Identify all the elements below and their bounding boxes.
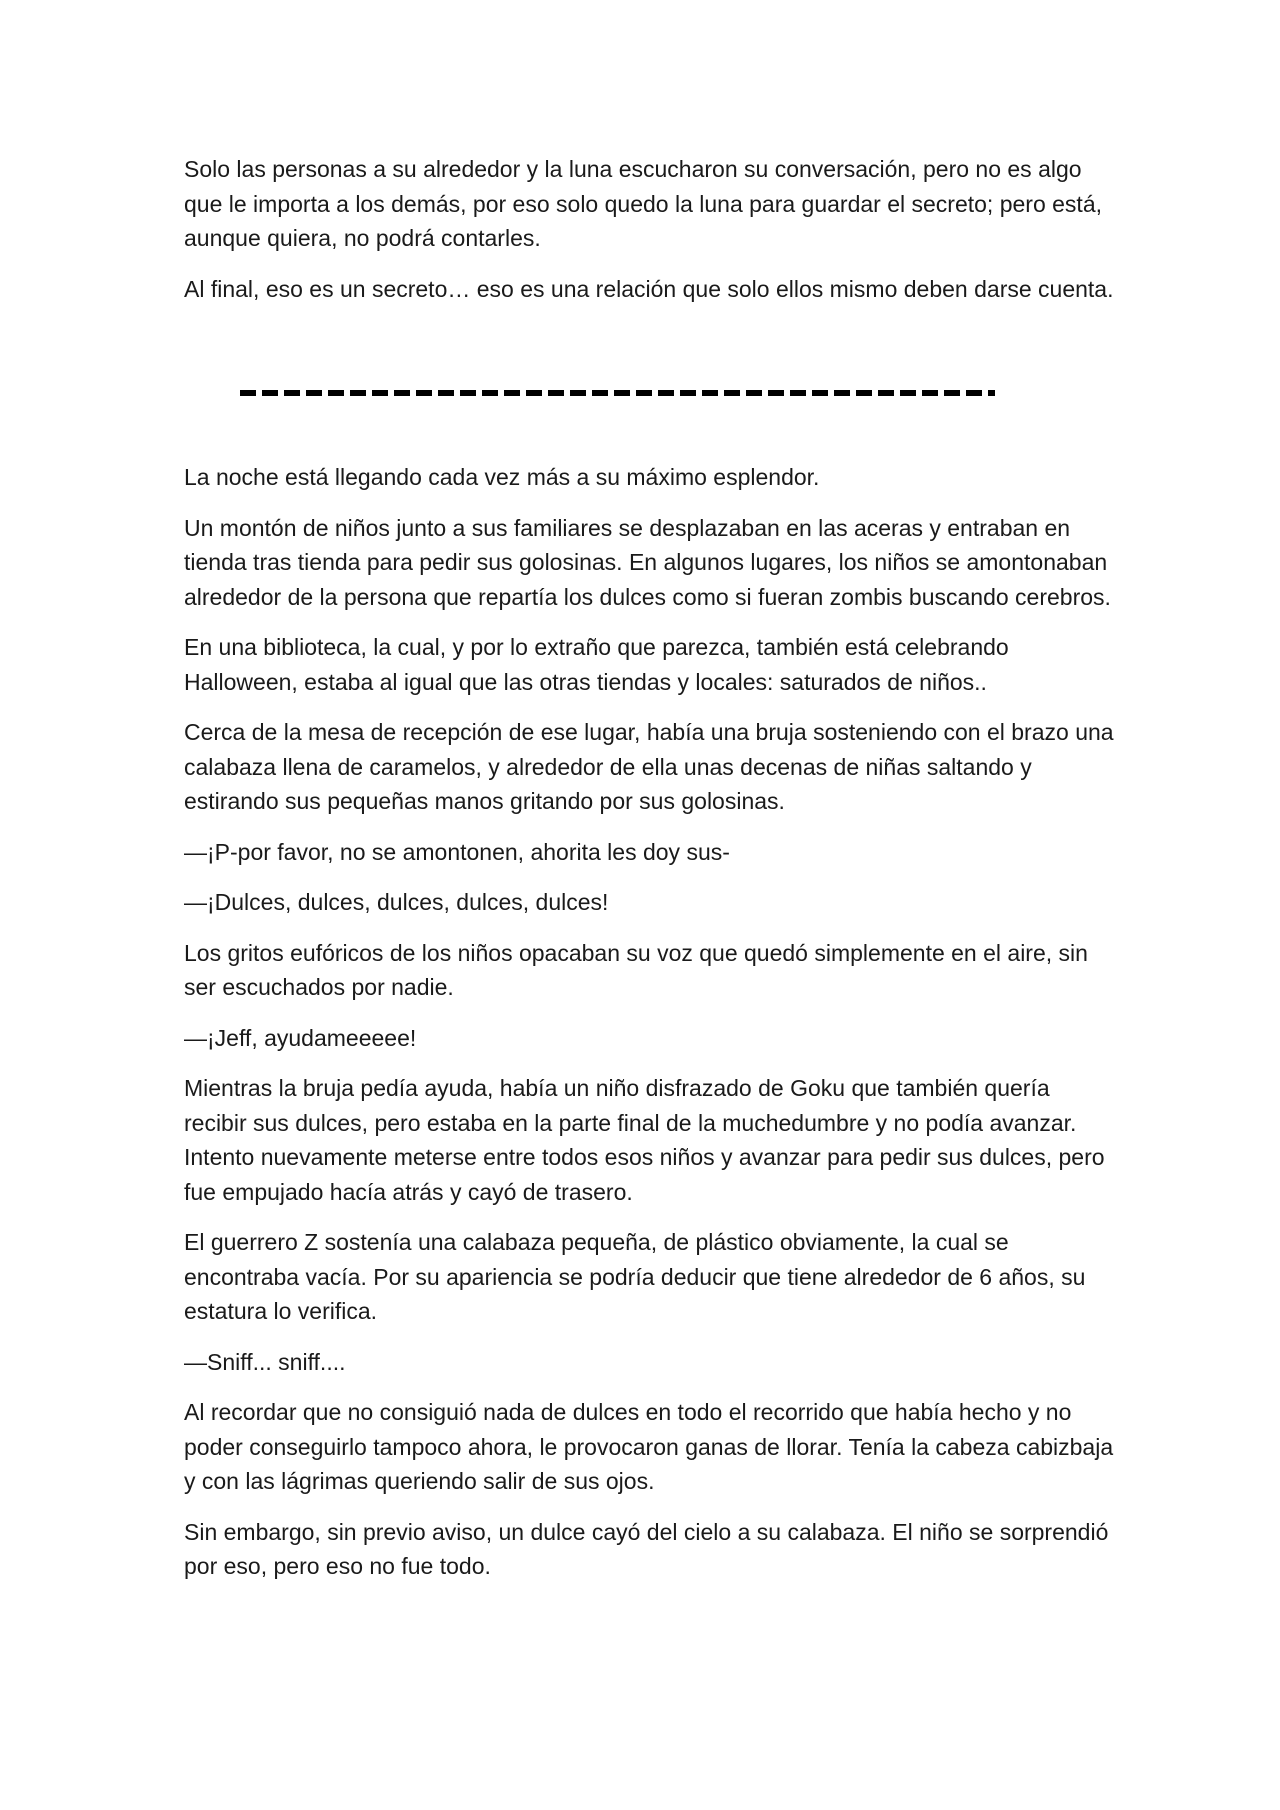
paragraph: El guerrero Z sostenía una calabaza pequeña, de plástico obviamente, la cual se encontraba vacía. Por su apariencia se podría deducir que tiene alrededor de 6 años, su estatura lo verifica. — [184, 1229, 1086, 1324]
spacer — [184, 390, 1114, 460]
paragraph: Solo las personas a su alrededor y la luna escucharon su conversación, pero no es algo que le importa a los demás, por eso solo quedo la luna para guardar el secreto; pero está, aunque quiera, no podrá contarles. — [184, 156, 1103, 251]
spacer — [184, 322, 1114, 390]
document-page — [184, 152, 1114, 1600]
paragraph: Sin embargo, sin previo aviso, un dulce cayó del cielo a su calabaza. El niño se sorprendió por eso, pero eso no fue todo. — [184, 1518, 1109, 1579]
paragraph: Los gritos eufóricos de los niños opacaban su voz que quedó simplemente en el aire, sin ser escuchados por nadie. — [184, 939, 1088, 1000]
paragraph: En una biblioteca, la cual, y por lo extraño que parezca, también está celebrando Halloween, estaba al igual que las otras tiendas y locales: saturados de niños.. — [184, 634, 1009, 695]
dashed-divider — [240, 390, 995, 396]
paragraph: La noche está llegando cada vez más a su máximo esplendor. — [184, 464, 820, 490]
paragraph: Al final, eso es un secreto… eso es una relación que solo ellos mismo deben darse cuenta. — [184, 275, 1114, 302]
dialogue-line: —¡Jeff, ayudameeeee! — [184, 1024, 417, 1051]
paragraph: Mientras la bruja pedía ayuda, había un niño disfrazado de Goku que también quería recibir sus dulces, pero estaba en la parte final de la muchedumbre y no podía avanzar. Intento nuevamente meterse entre todos esos niños y avanzar para pedir sus dulces, pero fue empujado hacía atrás y cayó de trasero. — [184, 1075, 1105, 1205]
paragraph: Cerca de la mesa de recepción de ese lugar, había una bruja sosteniendo con el brazo una calabaza llena de caramelos, y alrededor de ella unas decenas de niñas saltando y estirando sus pequeñas manos gritando por sus golosinas. — [184, 719, 1114, 814]
dialogue-line: —¡P-por favor, no se amontonen, ahorita les doy sus- — [184, 838, 730, 865]
dialogue-line: —¡Dulces, dulces, dulces, dulces, dulces! — [184, 889, 609, 915]
paragraph: Un montón de niños junto a sus familiares se desplazaban en las aceras y entraban en tienda tras tienda para pedir sus golosinas. En algunos lugares, los niños se amontonaban alrededor de la persona que repartía los dulces como si fueran zombis buscando cerebros. — [184, 514, 1111, 610]
section-after-break — [184, 460, 1114, 1584]
section-before-break — [184, 152, 1114, 306]
paragraph: Al recordar que no consiguió nada de dulces en todo el recorrido que había hecho y no poder conseguirlo tampoco ahora, le provocaron ganas de llorar. Tenía la cabeza cabizbaja y con las lágrimas queriendo salir de sus ojos. — [184, 1399, 1114, 1494]
dialogue-line: —Sniff... sniff.... — [184, 1348, 346, 1375]
